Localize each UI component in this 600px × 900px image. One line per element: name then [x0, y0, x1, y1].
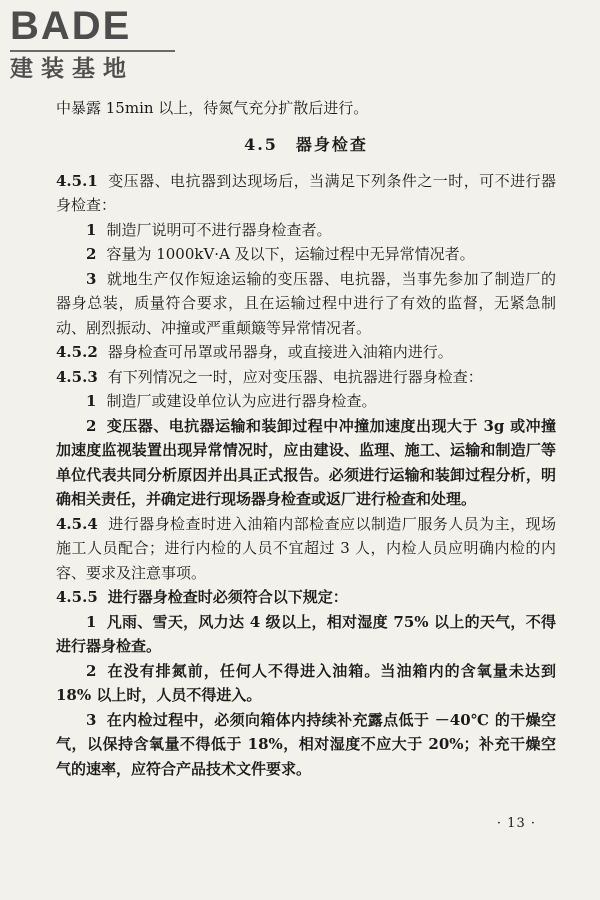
- list-item: [56, 708, 556, 782]
- clause-4-5-1: [56, 169, 556, 218]
- clause-text: 器身检查可吊罩或吊器身，或直接进入油箱内进行。: [107, 343, 453, 361]
- logo-subtitle: 建装基地: [10, 56, 134, 82]
- list-item: [56, 389, 556, 414]
- item-number: 2: [86, 245, 97, 263]
- clause-number: 4.5.5: [56, 588, 98, 606]
- list-item: [56, 610, 556, 659]
- item-number: 1: [86, 220, 97, 239]
- list-item: [56, 242, 556, 267]
- clause-4-5-5: [56, 585, 556, 610]
- clause-number: 4.5.2: [56, 343, 98, 361]
- section-title: 4.5 器身检查: [244, 134, 368, 154]
- item-text: 凡雨、雪天，风力达 4 级以上，相对湿度 75% 以上的天气，不得进行器身检查。: [56, 612, 556, 655]
- clause-text: 进行器身检查时必须符合以下规定：: [107, 588, 348, 606]
- clause-4-5-4: [56, 512, 556, 586]
- page-number: · 13 ·: [496, 816, 536, 831]
- item-number: 1: [86, 392, 97, 410]
- clause-text: 有下列情况之一时，应对变压器、电抗器进行器身检查：: [107, 367, 483, 386]
- item-text: 制造厂或建设单位认为应进行器身检查。: [106, 392, 377, 410]
- list-item: [56, 218, 556, 243]
- clause-text: 进行器身检查时进入油箱内部检查应以制造厂服务人员为主，现场施工人员配合；进行内检的人员不宜超过 3 人，内检人员应明确内检的内容、要求及注意事项。: [56, 514, 556, 582]
- item-text: 制造厂说明可不进行器身检查者。: [106, 220, 332, 239]
- item-text: 变压器、电抗器运输和装卸过程中冲撞加速度出现大于 3g 或冲撞加速度监视装置出现异常情况时，应由建设、监理、施工、运输和制造厂等单位代表共同分析原因并出具正式报告。必须进行运输和装卸过程分析，明确相关责任，并确定进行现场器身检查或返厂进行检查和处理。: [56, 416, 556, 508]
- item-number: 2: [86, 416, 97, 435]
- item-text: 在没有排氮前，任何人不得进入油箱。当油箱内的含氧量未达到 18% 以上时，人员不得进入。: [56, 661, 556, 704]
- clause-number: 4.5.1: [56, 171, 98, 190]
- list-item: [56, 414, 556, 512]
- intro-continuation: 中暴露 15min 以上，待氮气充分扩散后进行。: [56, 99, 369, 117]
- item-number: 2: [86, 661, 97, 680]
- item-number: 3: [86, 269, 97, 288]
- logo-divider: [10, 50, 175, 52]
- list-item: [56, 659, 556, 708]
- document-body: [56, 96, 556, 781]
- clause-text: 变压器、电抗器到达现场后，当满足下列条件之一时，可不进行器身检查：: [56, 171, 556, 214]
- item-text: 在内检过程中，必须向箱体内持续补充露点低于 －40℃ 的干燥空气，以保持含氧量不得低于 18%，相对湿度不应大于 20%；补充干燥空气的速率，应符合产品技术文件要求。: [56, 710, 556, 778]
- item-number: 3: [86, 710, 97, 729]
- list-item: [56, 267, 556, 341]
- clause-4-5-2: [56, 340, 556, 365]
- brand-logo: [10, 4, 180, 84]
- item-text: 就地生产仅作短途运输的变压器、电抗器，当事先参加了制造厂的器身总装，质量符合要求，且在运输过程中进行了有效的监督，无紧急制动、剧烈振动、冲撞或严重颠簸等异常情况者。: [56, 269, 556, 337]
- clause-4-5-3: [56, 365, 556, 390]
- item-number: 1: [86, 612, 97, 631]
- logo-brand-text: BADE: [10, 4, 132, 48]
- clause-number: 4.5.3: [56, 367, 98, 386]
- clause-number: 4.5.4: [56, 514, 98, 533]
- item-text: 容量为 1000kV·A 及以下，运输过程中无异常情况者。: [106, 245, 475, 263]
